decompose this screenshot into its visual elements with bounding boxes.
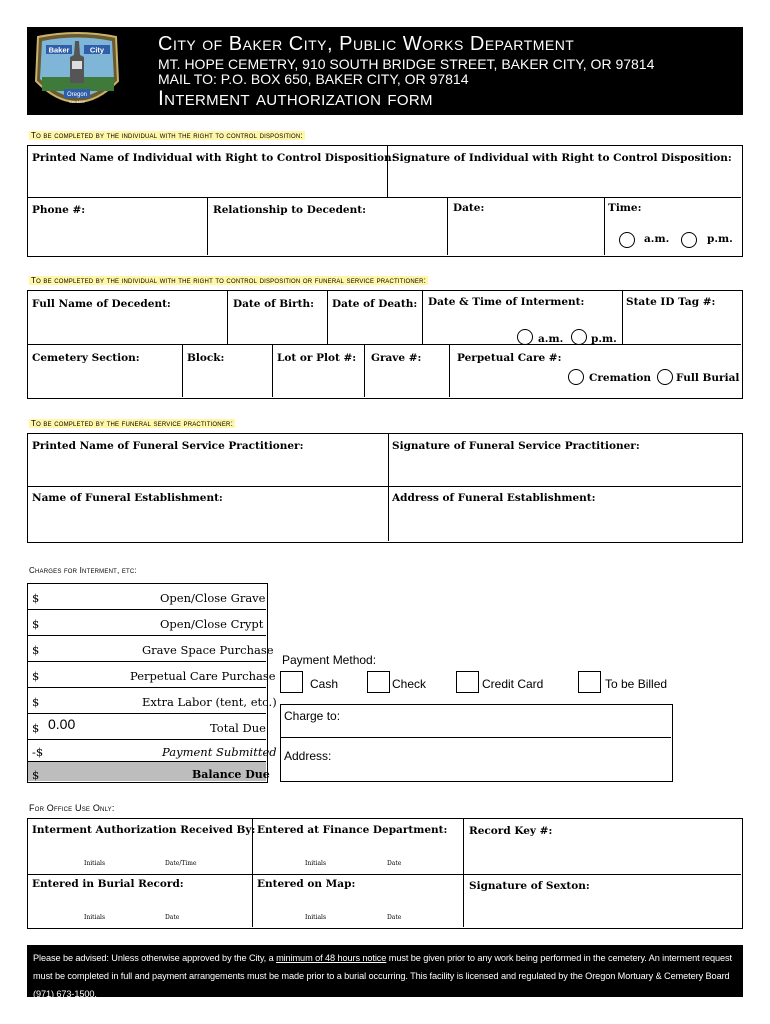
credit-card-checkbox[interactable] xyxy=(456,671,479,693)
cash-checkbox[interactable] xyxy=(280,671,303,693)
practitioner-name-label: Printed Name of Funeral Service Practitioner: xyxy=(32,440,304,452)
date-label: Date: xyxy=(453,202,485,214)
state-id-label: State ID Tag #: xyxy=(626,296,716,308)
notice-text: Please be advised: Unless otherwise approved by the City, a xyxy=(33,953,277,963)
charge-prefix: $ xyxy=(32,695,40,709)
signature-label: Signature of Individual with Right to Control Disposition: xyxy=(392,152,732,164)
office-heading: For Office Use Only: xyxy=(29,803,115,813)
payment-submitted-label: Payment Submitted xyxy=(162,745,277,759)
department-title: City of Baker City, Public Works Department xyxy=(158,33,575,55)
charge-label: Grave Space Purchase xyxy=(142,643,274,657)
svg-text:Baker: Baker xyxy=(48,45,70,55)
svg-text:City: City xyxy=(89,45,105,55)
initials-caption: Initials xyxy=(305,914,327,921)
printed-name-label: Printed Name of Individual with Right to Control Disposition: xyxy=(32,152,396,164)
to-be-billed-label: To be Billed xyxy=(605,677,668,691)
establishment-address-label: Address of Funeral Establishment: xyxy=(392,492,596,504)
payment-method-label: Payment Method: xyxy=(282,653,377,667)
to-be-billed-checkbox[interactable] xyxy=(578,671,601,693)
charge-prefix: $ xyxy=(32,591,40,605)
date-caption: Date xyxy=(165,914,180,921)
notice-emphasis: minimum of 48 hours notice xyxy=(276,953,387,963)
interment-am-radio[interactable] xyxy=(517,329,533,345)
initials-caption: Initials xyxy=(84,860,106,867)
check-checkbox[interactable] xyxy=(367,671,390,693)
perpetual-care-label: Perpetual Care #: xyxy=(457,352,562,364)
burial-record-label: Entered in Burial Record: xyxy=(32,878,184,890)
svg-text:Est. 1874: Est. 1874 xyxy=(69,100,85,104)
record-key-label: Record Key #: xyxy=(469,825,553,837)
interment-pm-radio[interactable] xyxy=(571,329,587,345)
city-seal-logo xyxy=(30,31,124,111)
received-by-label: Interment Authorization Received By: xyxy=(32,824,256,836)
grave-label: Grave #: xyxy=(371,352,422,364)
total-prefix: $ xyxy=(32,721,40,735)
practitioner-signature-label: Signature of Funeral Service Practitioner: xyxy=(392,440,640,452)
section1-heading: To be completed by the individual with the right to control disposition: xyxy=(31,131,303,140)
balance-due-label: Balance Due xyxy=(192,768,270,781)
charge-prefix: $ xyxy=(32,643,40,657)
full-name-label: Full Name of Decedent: xyxy=(32,298,171,310)
balance-prefix: $ xyxy=(32,768,40,782)
phone-label: Phone #: xyxy=(32,204,86,216)
credit-card-label: Credit Card xyxy=(482,677,544,691)
cremation-radio[interactable] xyxy=(568,369,584,385)
notice-text: must be given prior to any work being performed in the cemetery. An interment request must be completed in full and payment arrangements must be made prior to a burial occurring. This facility is licensed and regulated by the Oregon Mortuary & Cemetery Board (971) 673-1500. xyxy=(33,953,732,999)
map-label: Entered on Map: xyxy=(257,878,356,890)
full-burial-label: Full Burial xyxy=(676,372,740,384)
cemetery-section-label: Cemetery Section: xyxy=(32,352,140,364)
block-label: Block: xyxy=(187,352,225,364)
cash-label: Cash xyxy=(310,677,339,691)
charge-to-label: Charge to: xyxy=(284,709,341,723)
charges-heading: Charges for Interment, etc: xyxy=(29,566,137,575)
section3-heading: To be completed by the funeral service practitioner: xyxy=(31,419,233,428)
svg-text:Oregon: Oregon xyxy=(66,92,88,98)
form-title: Interment authorization form xyxy=(158,87,433,110)
total-due-value: 0.00 xyxy=(48,716,76,732)
sexton-signature-label: Signature of Sexton: xyxy=(469,880,590,892)
charge-prefix: $ xyxy=(32,617,40,631)
date-time-caption: Date/Time xyxy=(165,860,197,867)
charge-label: Open/Close Crypt xyxy=(160,617,264,631)
date-caption: Date xyxy=(387,860,402,867)
initials-caption: Initials xyxy=(305,860,327,867)
charge-label: Perpetual Care Purchase xyxy=(130,669,276,683)
am-label: a.m. xyxy=(644,233,670,245)
lot-label: Lot or Plot #: xyxy=(277,352,357,364)
finance-label: Entered at Finance Department: xyxy=(257,824,448,836)
full-burial-radio[interactable] xyxy=(657,369,673,385)
payment-submitted-prefix: -$ xyxy=(32,745,44,759)
dob-label: Date of Birth: xyxy=(233,298,315,310)
interment-pm-label: p.m. xyxy=(591,333,617,345)
charge-label: Extra Labor (tent, etc.) xyxy=(142,695,277,709)
interment-label: Date & Time of Interment: xyxy=(428,296,585,308)
mailing-address: MAIL TO: P.O. BOX 650, BAKER CITY, OR 97814 xyxy=(158,71,469,87)
establishment-name-label: Name of Funeral Establishment: xyxy=(32,492,223,504)
billing-address-field[interactable] xyxy=(281,738,671,780)
pm-radio[interactable] xyxy=(681,232,697,248)
initials-caption: Initials xyxy=(84,914,106,921)
time-label: Time: xyxy=(608,202,642,214)
charge-prefix: $ xyxy=(32,669,40,683)
am-radio[interactable] xyxy=(619,232,635,248)
check-label: Check xyxy=(392,677,427,691)
relationship-label: Relationship to Decedent: xyxy=(213,204,366,216)
pm-label: p.m. xyxy=(707,233,733,245)
cremation-label: Cremation xyxy=(589,372,651,384)
billing-address-label: Address: xyxy=(284,749,332,763)
date-caption: Date xyxy=(387,914,402,921)
dod-label: Date of Death: xyxy=(332,298,418,310)
charge-label: Open/Close Grave xyxy=(160,591,266,605)
cemetery-address: MT. HOPE CEMETRY, 910 SOUTH BRIDGE STREET, BAKER CITY, OR 97814 xyxy=(158,56,655,72)
notice-banner xyxy=(27,945,743,997)
interment-am-label: a.m. xyxy=(538,333,564,345)
section2-heading: To be completed by the individual with the right to control disposition or funeral service practitioner: xyxy=(31,276,427,285)
total-due-label: Total Due xyxy=(210,721,266,735)
